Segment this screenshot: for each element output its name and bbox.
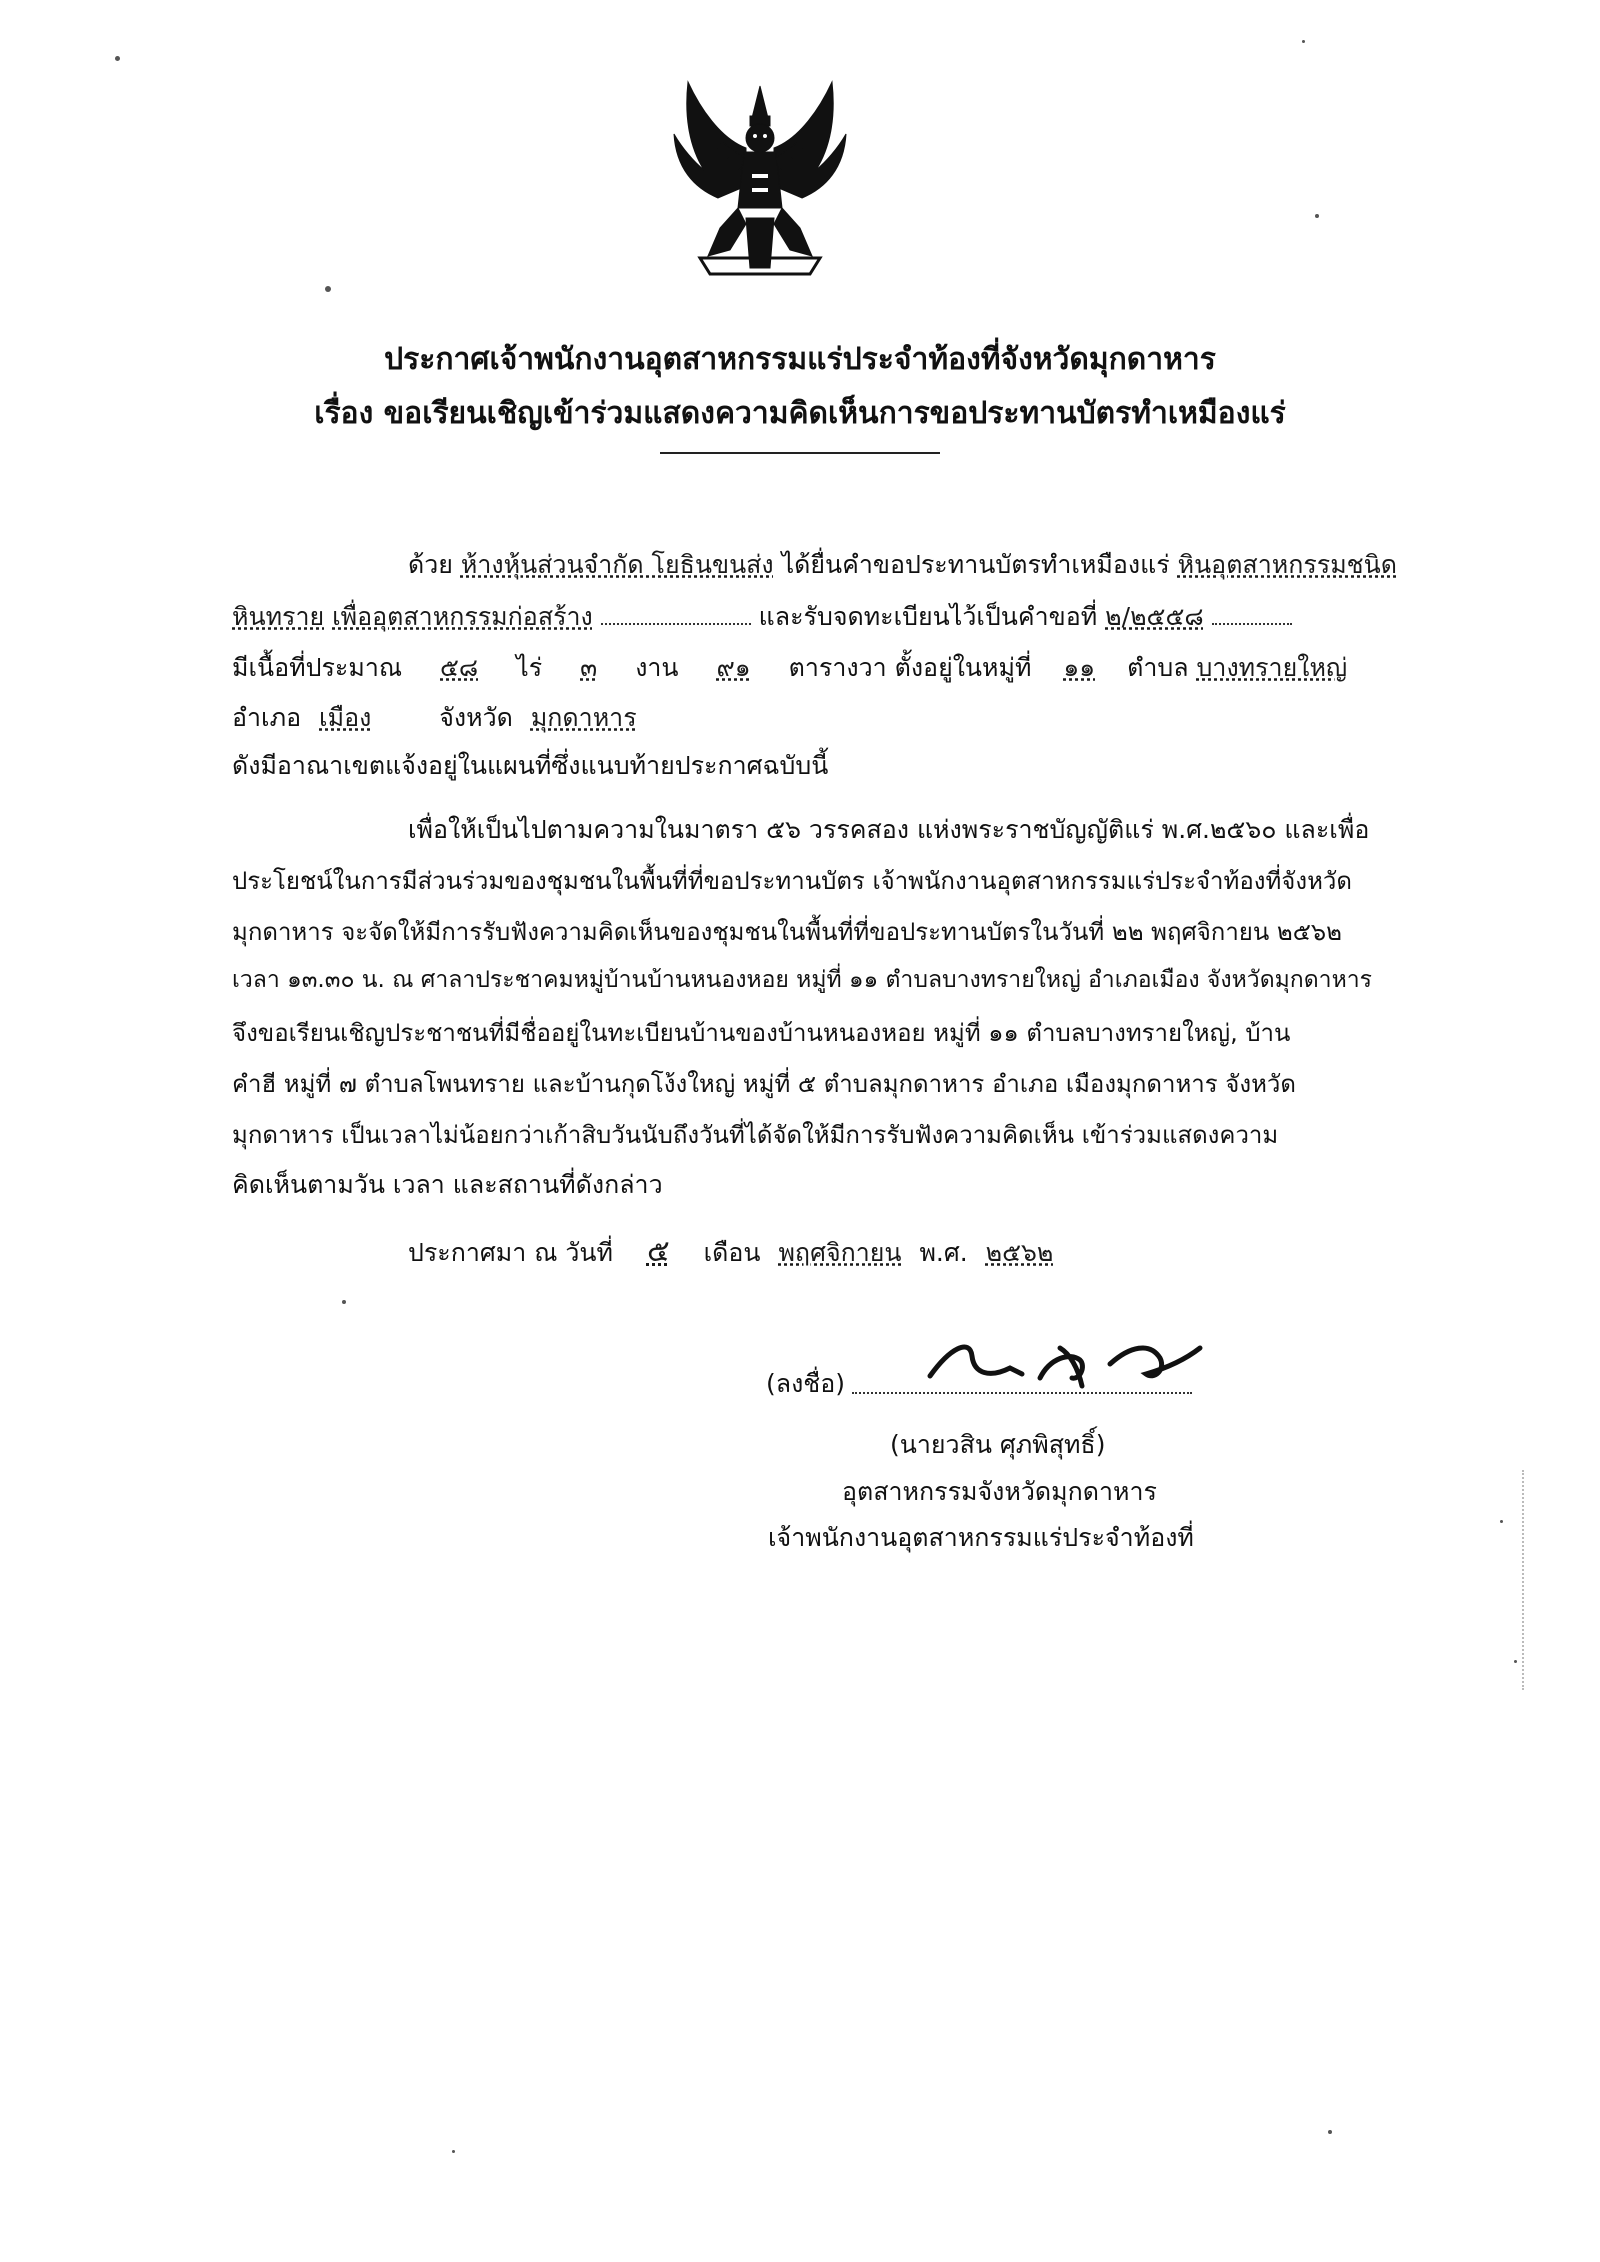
scan-edge-mark <box>1522 1470 1526 1690</box>
area-ngan: ๓ <box>580 653 598 682</box>
mineral-purpose: เพื่ออุตสาหกรรมก่อสร้าง <box>332 602 593 631</box>
para2-line1: เพื่อให้เป็นไปตามความในมาตรา ๕๖ วรรคสอง แห่งพระราชบัญญัติแร่ พ.ศ.๒๕๖๐ และเพื่อ <box>408 815 1370 844</box>
header-divider <box>660 452 940 454</box>
rai-label: ไร่ <box>516 653 543 682</box>
para1-line3 <box>232 648 1347 688</box>
date-day: ๕ <box>646 1234 670 1269</box>
scan-speck <box>1302 40 1305 43</box>
moo-label: ตั้งอยู่ในหมู่ที่ <box>894 653 1032 682</box>
para2-line5: จึงขอเรียนเชิญประชาชนที่มีชื่ออยู่ในทะเบียนบ้านของบ้านหนองหอย หมู่ที่ ๑๑ ตำบลบางทรายใหญ่, บ้าน <box>232 1019 1291 1047</box>
year-label: พ.ศ. <box>919 1238 968 1267</box>
handwritten-signature <box>910 1318 1210 1398</box>
signatory-name: (นายวสิน ศุภพิสุทธิ์) <box>890 1430 1106 1459</box>
area-label: มีเนื้อที่ประมาณ <box>232 653 403 682</box>
scan-speck <box>115 56 120 61</box>
area-wa: ๙๑ <box>716 653 751 682</box>
para2-line7: มุกดาหาร เป็นเวลาไม่น้อยกว่าเก้าสิบวันนับถึงวันที่ได้จัดให้มีการรับฟังความคิดเห็น เข้าร่วมแสดงความ <box>232 1121 1279 1149</box>
para2-line4: เวลา ๑๓.๓๐ น. ณ ศาลาประชาคมหมู่บ้านบ้านหนองหอย หมู่ที่ ๑๑ ตำบลบางทรายใหญ่ อำเภอเมือง จังหวัดมุกดาหาร <box>232 967 1373 993</box>
scan-speck <box>452 2150 455 2153</box>
amphoe-name: เมือง <box>319 703 372 732</box>
para2-line2: ประโยชน์ในการมีส่วนร่วมของชุมชนในพื้นที่ที่ขอประทานบัตร เจ้าพนักงานอุตสาหกรรมแร่ประจำท้องที่จังหวัด <box>232 867 1352 895</box>
wa-label: ตารางวา <box>788 653 887 682</box>
scan-speck <box>1514 1660 1517 1663</box>
tambon-name: บางทรายใหญ่ <box>1196 653 1348 682</box>
signatory-position1: อุตสาหกรรมจังหวัดมุกดาหาร <box>842 1477 1157 1506</box>
ngan-label: งาน <box>635 653 679 682</box>
signatory-position2: เจ้าพนักงานอุตสาหกรรมแร่ประจำท้องที่ <box>768 1523 1194 1552</box>
para1-line2 <box>232 597 1292 637</box>
para2-line8: คิดเห็นตามวัน เวลา และสถานที่ดังกล่าว <box>232 1170 663 1199</box>
dateline <box>408 1228 1113 1275</box>
mineral-type: หินอุตสาหกรรมชนิด <box>1177 550 1397 579</box>
para1-filed-text: ได้ยื่นคำขอประทานบัตรทำเหมืองแร่ <box>781 550 1170 579</box>
dateline-prefix: ประกาศมา ณ วันที่ <box>408 1238 613 1267</box>
scan-speck <box>1500 1520 1503 1523</box>
scan-speck <box>1328 2130 1332 2134</box>
tambon-label: ตำบล <box>1127 653 1189 682</box>
area-rai: ๕๘ <box>440 653 479 682</box>
para2-line3: มุกดาหาร จะจัดให้มีการรับฟังความคิดเห็นของชุมชนในพื้นที่ที่ขอประทานบัตรในวันที่ ๒๒ พฤศจิกายน ๒๕๖๒ <box>232 918 1342 946</box>
amphoe-label: อำเภอ <box>232 703 302 732</box>
mineral-name: หินทราย <box>232 602 325 631</box>
header-title-line1: ประกาศเจ้าพนักงานอุตสาหกรรมแร่ประจำท้องที่จังหวัดมุกดาหาร <box>384 342 1216 377</box>
sign-label: (ลงชื่อ) <box>766 1369 846 1398</box>
registration-text: และรับจดทะเบียนไว้เป็นคำขอที่ <box>758 602 1098 631</box>
para1-line1 <box>408 545 1397 585</box>
province-label: จังหวัด <box>439 703 513 732</box>
date-month: พฤศจิกายน <box>778 1238 902 1267</box>
scan-speck <box>325 286 331 292</box>
request-number: ๒/๒๕๕๘ <box>1105 602 1204 631</box>
garuda-emblem <box>660 78 860 278</box>
para1-line5: ดังมีอาณาเขตแจ้งอยู่ในแผนที่ซึ่งแนบท้ายประกาศฉบับนี้ <box>232 751 829 780</box>
province-name: มุกดาหาร <box>530 703 637 732</box>
scan-speck <box>1315 214 1319 218</box>
para1-intro: ด้วย <box>408 550 453 579</box>
applicant-name: ห้างหุ้นส่วนจำกัด โยธินขนส่ง <box>460 550 774 579</box>
scan-speck <box>342 1300 346 1304</box>
header-title-line2: เรื่อง ขอเรียนเชิญเข้าร่วมแสดงความคิดเห็นการขอประทานบัตรทำเหมืองแร่ <box>314 396 1286 431</box>
moo-number: ๑๑ <box>1063 653 1096 682</box>
para1-line4 <box>232 698 767 738</box>
para2-line6: คำฮี หมู่ที่ ๗ ตำบลโพนทราย และบ้านกุดโง้งใหญ่ หมู่ที่ ๕ ตำบลมุกดาหาร อำเภอ เมืองมุกดาหาร จังหวัด <box>232 1070 1296 1098</box>
month-label: เดือน <box>703 1238 761 1267</box>
date-year: ๒๕๖๒ <box>985 1238 1054 1267</box>
